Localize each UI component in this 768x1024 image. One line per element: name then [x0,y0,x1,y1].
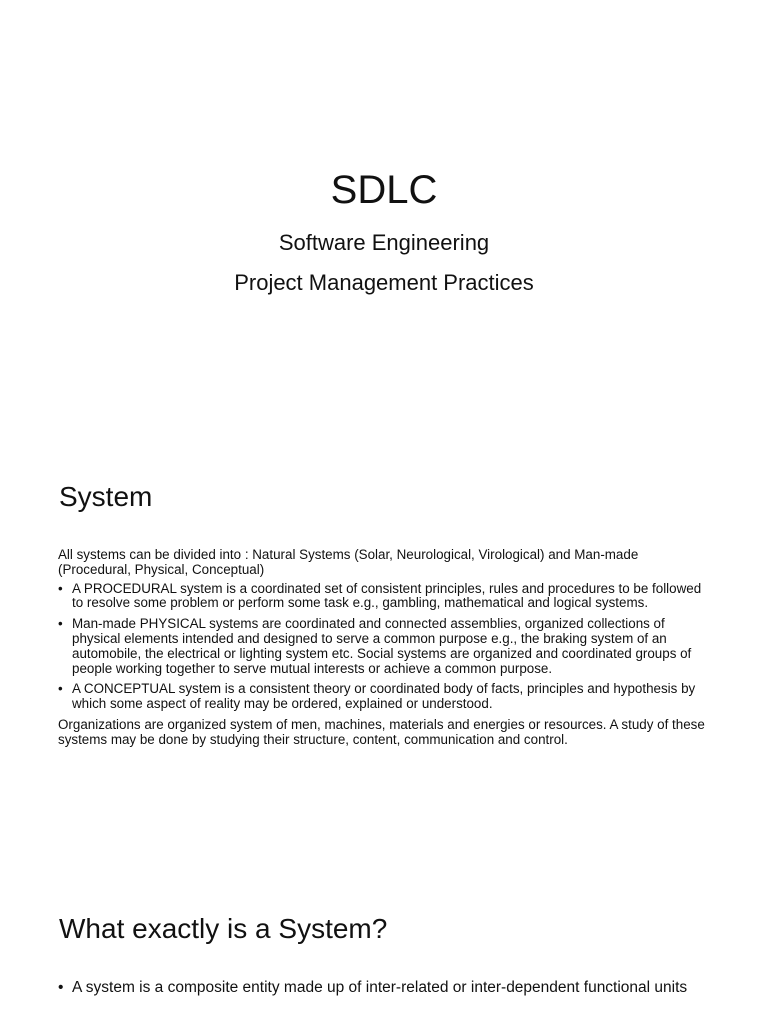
slide-heading: What exactly is a System? [59,913,388,944]
bullet-icon: • [58,580,63,596]
bullet-list [58,980,710,996]
bullet-list [58,582,710,712]
list-item-text: A CONCEPTUAL system is a consistent theory or coordinated body of facts, principles and hypothesis by which some aspect of reality may be ordered, explained or understood. [72,681,696,712]
list-item-text: A PROCEDURAL system is a coordinated set of consistent principles, rules and procedures to be followed to resolve some problem or perform some task e.g., gambling, mathematical and logical systems. [72,580,702,611]
slide-title-heading: SDLC [330,168,438,212]
slide-system [0,432,768,864]
slide-body [58,548,710,752]
list-item-text: A system is a composite entity made up of inter-related or inter-dependent functional units [72,979,688,996]
list-item [58,582,710,612]
bullet-icon: • [58,681,63,697]
bullet-icon: • [58,616,63,632]
list-item [58,682,710,712]
slide-subtitle-line-1: Software Engineering [278,230,490,255]
list-item [58,980,710,996]
slide-subtitle-line-2: Project Management Practices [234,270,534,295]
slide-what-is-system [0,864,768,1024]
intro-paragraph: All systems can be divided into : Natural Systems (Solar, Neurological, Virological) and Man-made (Procedural, Physical, Conceptual) [58,547,639,577]
list-item-text: Man-made PHYSICAL systems are coordinated and connected assemblies, organized collections of physical elements intended and designed to serve a common purpose e.g., the braking system of an automobile, the electrical or lighting system etc. Social systems are organized and coordinated groups of people working together to serve mutual interests or achieve a common purpose. [72,616,692,676]
slide-title [0,0,768,432]
list-item [58,617,710,676]
slide-heading: System [59,481,153,512]
bullet-icon: • [58,979,64,996]
slide-body [58,980,710,1002]
closing-paragraph: Organizations are organized system of men, machines, materials and energies or resources. A study of these systems may be done by studying their structure, content, communication and control. [58,716,705,747]
